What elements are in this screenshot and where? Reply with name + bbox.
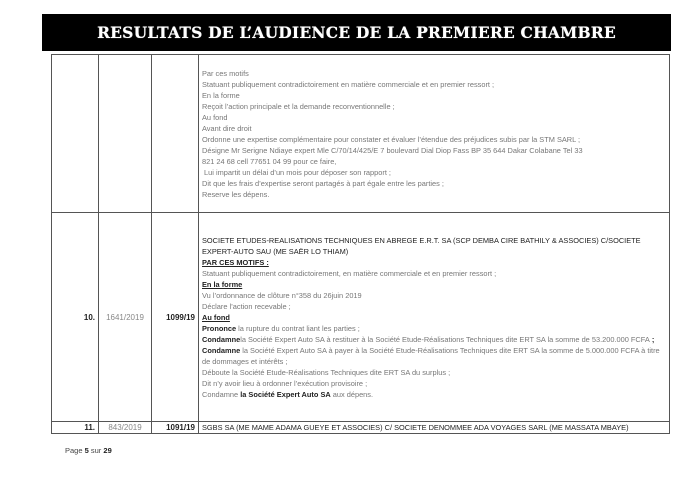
judgment-number: [152, 55, 199, 213]
text: la Société Expert Auto SA à restituer à la Société Etude-Réalisations Techniques dite ERT SA la somme de: [240, 334, 590, 344]
decision-line: Désigne Mr Serigne Ndiaye expert Mle C/70/14/425/E 7 boulevard Dial Diop Fass BP 35 644 Dakar Colabane Tel 33: [202, 145, 583, 155]
decision-line: Au fond: [202, 112, 228, 122]
decision-line: [202, 345, 666, 367]
rg-number: [99, 55, 152, 213]
rg-number: 1641/2019: [99, 213, 152, 422]
decision-line: Ordonne une expertise complémentaire pour constater et évaluer l’étendue des préjudices subis par la STM SARL ;: [202, 134, 581, 144]
decision-line: Déboute la Société Etude-Réalisations Techniques dite ERT SA du surplus ;: [202, 367, 451, 377]
page-footer: [65, 446, 112, 455]
parties: SOCIETE ETUDES-REALISATIONS TECHNIQUES EN ABREGE E.R.T. SA (SCP DEMBA CIRE BATHILY & ASSOCIES) C/SOCIETE EXPERT-AUTO SAU (ME SAËR LO THIAM): [202, 235, 641, 256]
decision-line: [202, 323, 666, 334]
party-name: la Société Expert Auto SA: [240, 389, 331, 399]
keyword: Condamne: [202, 345, 241, 355]
page-title: RESULTATS DE L’AUDIENCE DE LA PREMIERE CHAMBRE: [97, 23, 616, 42]
decision-cell: [199, 213, 670, 422]
decision-line: 821 24 68 cell 77651 04 99 pour ce faire,: [202, 156, 337, 166]
table-row: [52, 55, 670, 213]
heading-forme: En la forme: [202, 279, 243, 289]
table-row: [52, 422, 670, 434]
decision-line: [202, 334, 666, 345]
text: la Société Expert Auto SA à payer à la Société Etude-Réalisations Techniques dite ERT SA la somme de: [240, 345, 584, 355]
parties: SGBS SA (ME MAME ADAMA GUEYE ET ASSOCIES) C/ SOCIETE DENOMMEE ADA VOYAGES SARL (ME MASSATA MBAYE): [202, 423, 629, 432]
decision-line: Statuant publiquement contradictoirement, en matière commerciale et en premier ressort ;: [202, 268, 497, 278]
results-table: [51, 54, 670, 434]
decision-line: Dit n’y avoir lieu à ordonner l’exécution provisoire ;: [202, 378, 368, 388]
judgment-number: 1099/19: [152, 213, 199, 422]
table-row: [52, 213, 670, 422]
decision-line: Reserve les dépens.: [202, 189, 270, 199]
keyword: Prononce: [202, 323, 237, 333]
amount: 5.000.000 FCFA à titre de dommages et intérêts ;: [202, 345, 660, 366]
decision-cell: [199, 55, 670, 213]
amount: 53.200.000 FCFA: [591, 334, 650, 344]
page-sep: sur: [90, 446, 102, 455]
decision-line: Avant dire droit: [202, 123, 252, 133]
case-number: 10.: [52, 213, 99, 422]
text: Condamne: [202, 389, 241, 399]
decision-line: Lui impartit un délai d’un mois pour déposer son rapport ;: [202, 167, 391, 177]
decision-line: Statuant publiquement contradictoirement en matière commerciale et en premier ressort ;: [202, 79, 495, 89]
text: la rupture du contrat liant les parties ;: [236, 323, 360, 333]
decision-line: [202, 389, 666, 400]
keyword: Condamne: [202, 334, 241, 344]
heading-motifs: PAR CES MOTIFS :: [202, 257, 269, 267]
decision-line: Déclare l’action recevable ;: [202, 301, 291, 311]
page-current: 5: [84, 446, 89, 455]
decision-line: Par ces motifs: [202, 68, 249, 78]
text: aux dépens.: [330, 389, 374, 399]
page-label: Page: [65, 446, 83, 455]
decision-line: Dit que les frais d’expertise seront partagés à part égale entre les parties ;: [202, 178, 444, 188]
judgment-number: 1091/19: [152, 422, 199, 434]
decision-line: En la forme: [202, 90, 240, 100]
text: ;: [649, 334, 655, 344]
case-number: [52, 55, 99, 213]
header-bar: [42, 14, 671, 51]
case-number: 11.: [52, 422, 99, 434]
page-total: 29: [103, 446, 112, 455]
rg-number: 843/2019: [99, 422, 152, 434]
heading-fond: Au fond: [202, 312, 230, 322]
decision-line: Vu l’ordonnance de clôture n°358 du 26juin 2019: [202, 290, 362, 300]
decision-line: Reçoit l’action principale et la demande reconventionnelle ;: [202, 101, 395, 111]
decision-cell: [199, 422, 670, 434]
